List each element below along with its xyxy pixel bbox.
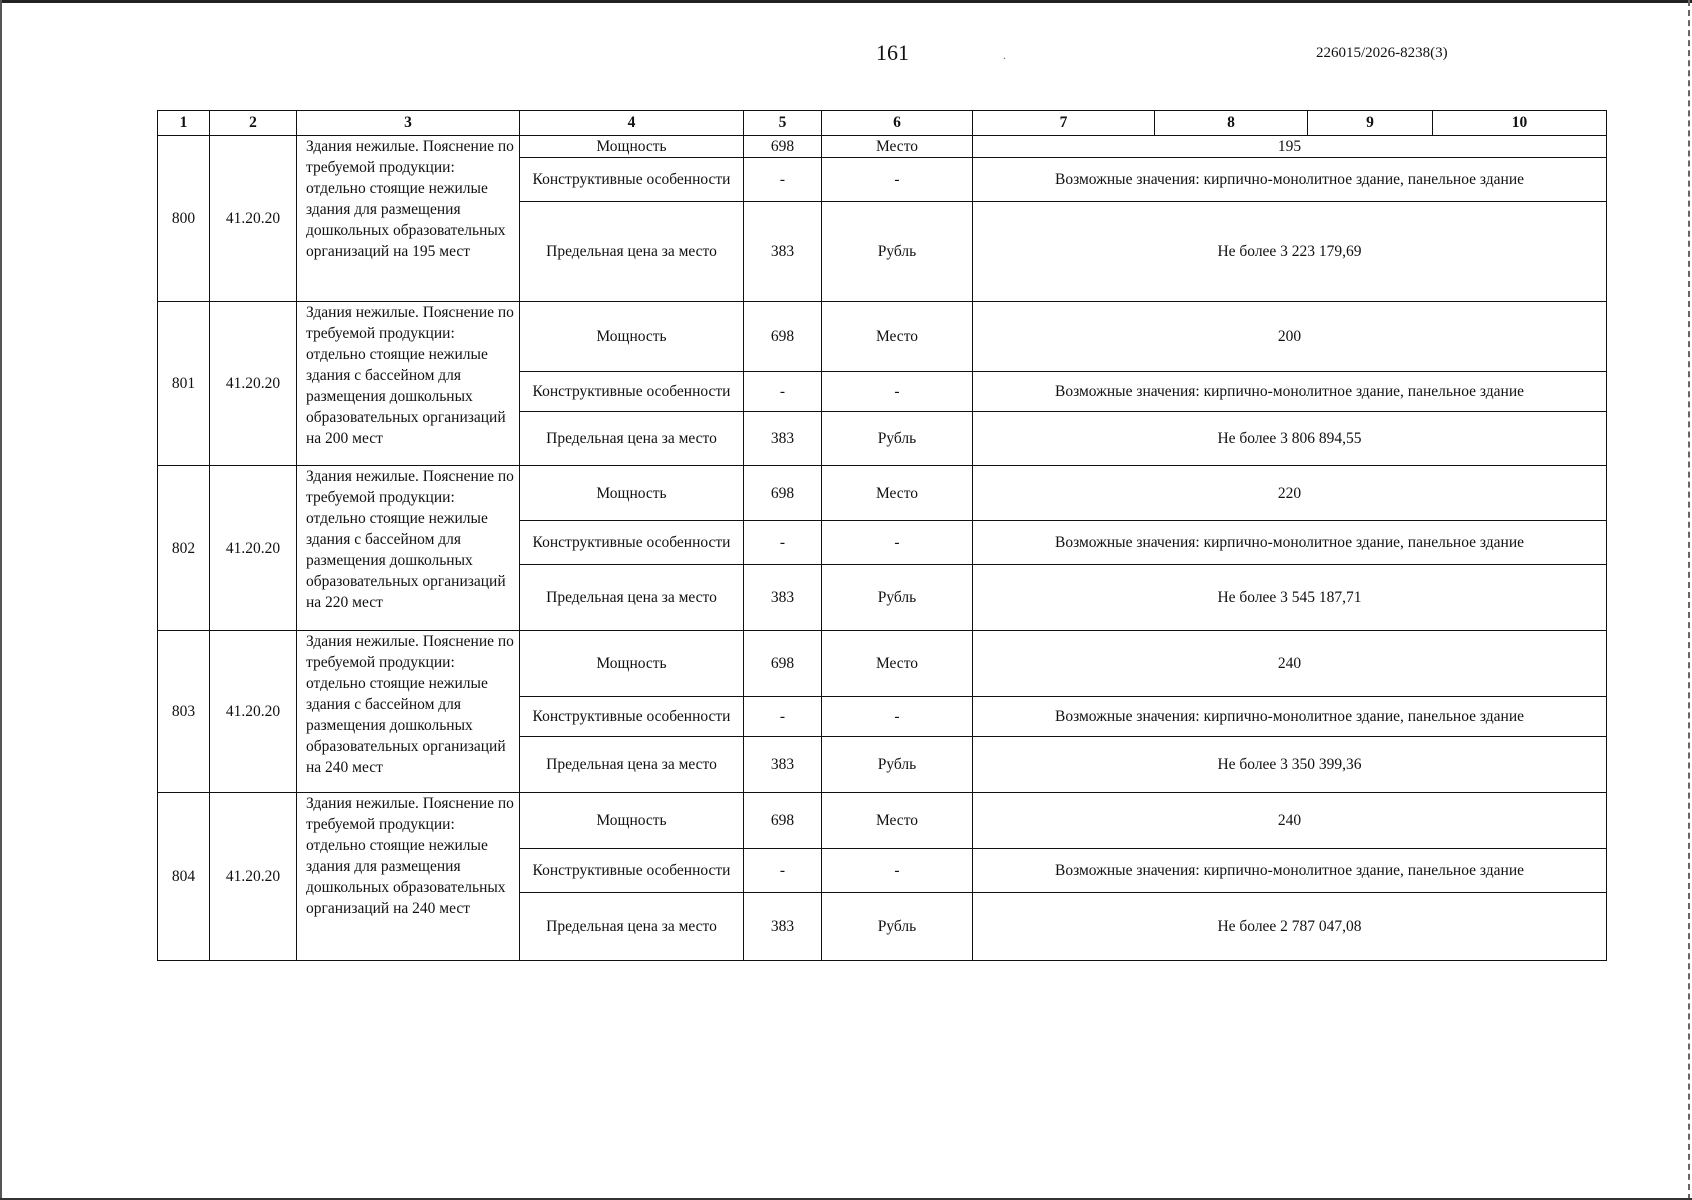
unit-name: Рубль — [822, 565, 973, 631]
page-border-top — [0, 0, 1692, 3]
okpd2-code: 41.20.20 — [210, 793, 297, 961]
okpd2-code: 41.20.20 — [210, 466, 297, 631]
product-description: Здания нежилые. Пояснение по требуемой продукции: отдельно стоящие нежилые здания с бассейном для размещения дошкольных образовательных организаций на 240 мест — [297, 631, 520, 793]
okei-code: 383 — [744, 565, 822, 631]
unit-name: Рубль — [822, 893, 973, 961]
document-code: 226015/2026-8238(3) — [1316, 45, 1448, 61]
page-border-right — [1688, 0, 1692, 1200]
product-description: Здания нежилые. Пояснение по требуемой продукции: отдельно стоящие нежилые здания с бассейном для размещения дошкольных образовательных организаций на 200 мест — [297, 302, 520, 466]
product-description: Здания нежилые. Пояснение по требуемой продукции: отдельно стоящие нежилые здания для размещения дошкольных образовательных организаций на 240 мест — [297, 793, 520, 961]
okei-code: 698 — [744, 466, 822, 521]
okei-code: 383 — [744, 893, 822, 961]
product-description: Здания нежилые. Пояснение по требуемой продукции: отдельно стоящие нежилые здания для размещения дошкольных образовательных организаций на 195 мест — [297, 136, 520, 302]
unit-name: - — [822, 849, 973, 893]
parameter-value: 220 — [973, 466, 1607, 521]
okei-code: - — [744, 158, 822, 202]
parameter-name: Мощность — [520, 793, 744, 849]
scan-dot: . — [1003, 48, 1006, 62]
parameter-name: Конструктивные особенности — [520, 697, 744, 737]
parameter-value: 195 — [973, 136, 1607, 158]
parameter-value: 240 — [973, 793, 1607, 849]
column-header: 6 — [822, 111, 973, 136]
unit-name: Место — [822, 793, 973, 849]
row-number: 801 — [158, 302, 210, 466]
parameter-name: Конструктивные особенности — [520, 521, 744, 565]
table-row — [158, 631, 1607, 697]
table-header-row — [158, 111, 1607, 136]
table-row — [158, 793, 1607, 849]
okpd2-code: 41.20.20 — [210, 631, 297, 793]
okei-code: 698 — [744, 631, 822, 697]
parameter-name: Мощность — [520, 302, 744, 372]
unit-name: Место — [822, 302, 973, 372]
unit-name: Место — [822, 631, 973, 697]
parameter-name: Предельная цена за место — [520, 565, 744, 631]
parameter-value: Не более 3 545 187,71 — [973, 565, 1607, 631]
product-description: Здания нежилые. Пояснение по требуемой продукции: отдельно стоящие нежилые здания с бассейном для размещения дошкольных образовательных организаций на 220 мест — [297, 466, 520, 631]
parameter-name: Предельная цена за место — [520, 893, 744, 961]
column-header: 5 — [744, 111, 822, 136]
parameter-value: Возможные значения: кирпично-монолитное здание, панельное здание — [973, 697, 1607, 737]
column-header: 7 — [973, 111, 1155, 136]
parameter-value: Не более 3 223 179,69 — [973, 202, 1607, 302]
table-row — [158, 136, 1607, 158]
okei-code: - — [744, 521, 822, 565]
parameter-value: Возможные значения: кирпично-монолитное здание, панельное здание — [973, 372, 1607, 412]
row-number: 804 — [158, 793, 210, 961]
parameter-name: Мощность — [520, 466, 744, 521]
row-number: 800 — [158, 136, 210, 302]
okei-code: - — [744, 697, 822, 737]
parameter-value: Не более 3 350 399,36 — [973, 737, 1607, 793]
parameter-name: Предельная цена за место — [520, 737, 744, 793]
unit-name: - — [822, 158, 973, 202]
unit-name: Рубль — [822, 202, 973, 302]
okei-code: 383 — [744, 412, 822, 466]
parameter-value: Не более 3 806 894,55 — [973, 412, 1607, 466]
page-number: 161 — [876, 40, 909, 65]
page-border-left — [0, 0, 2, 1200]
table-row — [158, 466, 1607, 521]
unit-name: - — [822, 521, 973, 565]
unit-name: Рубль — [822, 737, 973, 793]
row-number: 802 — [158, 466, 210, 631]
column-header: 2 — [210, 111, 297, 136]
parameter-name: Мощность — [520, 631, 744, 697]
products-table — [157, 110, 1607, 961]
parameter-value: Возможные значения: кирпично-монолитное здание, панельное здание — [973, 158, 1607, 202]
parameter-name: Конструктивные особенности — [520, 372, 744, 412]
okei-code: 698 — [744, 302, 822, 372]
parameter-name: Предельная цена за место — [520, 412, 744, 466]
parameter-value: Возможные значения: кирпично-монолитное здание, панельное здание — [973, 521, 1607, 565]
parameter-value: Не более 2 787 047,08 — [973, 893, 1607, 961]
column-header: 9 — [1308, 111, 1433, 136]
column-header: 1 — [158, 111, 210, 136]
okei-code: 383 — [744, 737, 822, 793]
row-number: 803 — [158, 631, 210, 793]
unit-name: Рубль — [822, 412, 973, 466]
okei-code: 698 — [744, 793, 822, 849]
okpd2-code: 41.20.20 — [210, 302, 297, 466]
okei-code: - — [744, 849, 822, 893]
unit-name: - — [822, 372, 973, 412]
unit-name: Место — [822, 466, 973, 521]
okei-code: 698 — [744, 136, 822, 158]
parameter-name: Конструктивные особенности — [520, 158, 744, 202]
parameter-value: Возможные значения: кирпично-монолитное здание, панельное здание — [973, 849, 1607, 893]
parameter-value: 200 — [973, 302, 1607, 372]
parameter-name: Мощность — [520, 136, 744, 158]
okei-code: - — [744, 372, 822, 412]
column-header: 3 — [297, 111, 520, 136]
okei-code: 383 — [744, 202, 822, 302]
column-header: 10 — [1433, 111, 1607, 136]
parameter-name: Предельная цена за место — [520, 202, 744, 302]
parameter-value: 240 — [973, 631, 1607, 697]
parameter-name: Конструктивные особенности — [520, 849, 744, 893]
table-row — [158, 302, 1607, 372]
column-header: 8 — [1155, 111, 1308, 136]
unit-name: Место — [822, 136, 973, 158]
column-header: 4 — [520, 111, 744, 136]
unit-name: - — [822, 697, 973, 737]
okpd2-code: 41.20.20 — [210, 136, 297, 302]
